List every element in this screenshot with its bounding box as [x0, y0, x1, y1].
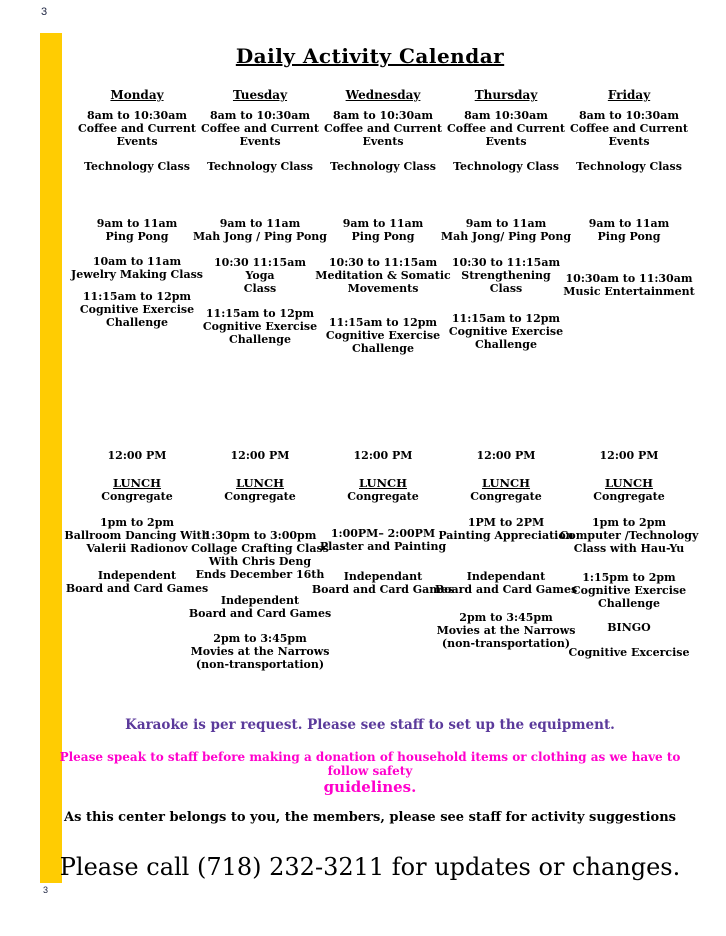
schedule-block: [108, 449, 167, 462]
schedule-line: Coffee and Current: [323, 122, 443, 135]
donation-note: [40, 751, 700, 778]
schedule-line: Cognitive Excercise: [568, 646, 690, 659]
page-title: Daily Activity Calendar: [235, 44, 505, 68]
guidelines-note: guidelines.: [323, 778, 417, 796]
schedule-line: Valerii Radionov: [86, 542, 188, 555]
schedule-line: LUNCH: [112, 476, 162, 490]
schedule-line: Cognitive Exercise: [79, 303, 195, 316]
schedule-line: 12:00 PM: [476, 449, 536, 462]
schedule-line: 10:30 to 11:15am: [328, 256, 438, 269]
schedule-line: LUNCH: [235, 476, 285, 490]
schedule-line: Coffee and Current: [569, 122, 689, 135]
schedule-line: Ends December 16th: [195, 568, 325, 581]
schedule-block: [191, 529, 329, 581]
day-column-tuesday: [188, 0, 332, 700]
schedule-block: [449, 312, 563, 351]
schedule-line: Challenge: [106, 316, 168, 329]
schedule-line: Congregate: [470, 490, 542, 503]
schedule-line: 1:00PM– 2:00PM: [330, 527, 436, 540]
schedule-line: 8am to 10:30am: [210, 109, 310, 122]
schedule-block: [441, 217, 571, 243]
schedule-block: [191, 632, 330, 671]
schedule-line: 9am to 11am: [219, 217, 301, 230]
schedule-block: [593, 490, 664, 503]
schedule-line: Congregate: [101, 490, 173, 503]
schedule-line: Coffee and Current: [200, 122, 320, 135]
schedule-line: Congregate: [224, 490, 296, 503]
schedule-line: Ballroom Dancing With: [64, 529, 210, 542]
schedule-line: Congregate: [347, 490, 419, 503]
schedule-line: Ping Pong: [351, 230, 415, 243]
schedule-line: 9am to 11am: [588, 217, 670, 230]
schedule-block: [447, 109, 565, 148]
schedule-line: Yoga: [245, 269, 275, 282]
schedule-line: Plaster and Painting: [319, 540, 447, 553]
schedule-line: Independant: [343, 570, 423, 583]
schedule-line: 9am to 11am: [465, 217, 547, 230]
schedule-line: 1pm to 2pm: [591, 516, 667, 529]
schedule-line: Technology Class: [84, 160, 190, 173]
schedule-block: [354, 449, 413, 462]
schedule-line: Challenge: [229, 333, 291, 346]
schedule-line: 1:15pm to 2pm: [582, 571, 676, 584]
schedule-line: Board and Card Games: [188, 607, 332, 620]
schedule-block: [572, 571, 686, 610]
schedule-block: [477, 449, 536, 462]
schedule-line: Board and Card Games: [65, 582, 209, 595]
donation-note-line2: follow safety: [327, 763, 413, 778]
lunch-block: [359, 477, 407, 490]
schedule-block: [207, 160, 313, 173]
schedule-line: Cognitive Exercise: [448, 325, 564, 338]
schedule-block: [343, 217, 424, 243]
day-header-wednesday: Wednesday: [345, 88, 421, 102]
schedule-block: [600, 449, 659, 462]
schedule-line: (non-transportation): [441, 637, 571, 650]
schedule-line: Jewelry Making Class: [71, 268, 203, 281]
schedule-line: Strengthening: [461, 269, 551, 282]
schedule-line: 12:00 PM: [230, 449, 290, 462]
schedule-line: 11:15am to 12pm: [451, 312, 561, 325]
schedule-line: Independent: [97, 569, 177, 582]
schedule-line: 2pm to 3:45pm: [459, 611, 553, 624]
schedule-block: [71, 255, 203, 281]
schedule-line: 11:15am to 12pm: [205, 307, 315, 320]
schedule-line: BINGO: [607, 621, 651, 634]
phone-note: Please call (718) 232-3211 for updates or changes.: [59, 853, 681, 881]
schedule-line: Independent: [220, 594, 300, 607]
schedule-line: LUNCH: [481, 476, 531, 490]
lunch-block: [482, 477, 530, 490]
schedule-line: Class with Hau-Yu: [573, 542, 685, 555]
day-header-tuesday: Tuesday: [232, 88, 288, 102]
schedule-block: [66, 569, 208, 595]
schedule-line: 1:30pm to 3:00pm: [203, 529, 317, 542]
schedule-line: Movements: [347, 282, 419, 295]
schedule-line: Mah Jong/ Ping Pong: [440, 230, 572, 243]
schedule-line: Class: [489, 282, 523, 295]
schedule-line: 10:30am to 11:30am: [565, 272, 693, 285]
schedule-line: LUNCH: [358, 476, 408, 490]
schedule-line: Movies at the Narrows: [436, 624, 576, 637]
day-header-monday: Monday: [110, 88, 164, 102]
schedule-block: [570, 109, 688, 148]
schedule-block: [589, 217, 670, 243]
day-column-friday: [559, 0, 699, 700]
schedule-line: Collage Crafting Class: [191, 542, 329, 555]
schedule-line: 1PM to 2PM: [467, 516, 545, 529]
schedule-line: Independant: [466, 570, 546, 583]
schedule-line: 12:00 PM: [107, 449, 167, 462]
schedule-line: Events: [485, 135, 527, 148]
schedule-line: Music Entertainment: [563, 285, 695, 298]
schedule-block: [437, 611, 576, 650]
schedule-block: [452, 256, 560, 295]
schedule-block: [78, 109, 196, 148]
schedule-line: 8am to 10:30am: [333, 109, 433, 122]
schedule-line: Cognitive Exercise: [325, 329, 441, 342]
schedule-block: [214, 256, 306, 295]
schedule-line: Events: [116, 135, 158, 148]
schedule-block: [201, 109, 319, 148]
schedule-line: 9am to 11am: [342, 217, 424, 230]
schedule-block: [453, 160, 559, 173]
schedule-line: Mah Jong / Ping Pong: [192, 230, 328, 243]
donation-note-line1: Please speak to staff before making a donation of household items or clothing as we have to: [59, 750, 681, 764]
schedule-block: [435, 570, 577, 596]
schedule-line: Technology Class: [330, 160, 436, 173]
schedule-block: [324, 109, 442, 148]
schedule-line: Technology Class: [576, 160, 682, 173]
day-header-thursday: Thursday: [474, 88, 538, 102]
schedule-block: [312, 570, 454, 596]
schedule-line: Events: [239, 135, 281, 148]
schedule-block: [189, 594, 331, 620]
schedule-line: LUNCH: [604, 476, 654, 490]
schedule-block: [470, 490, 541, 503]
schedule-block: [563, 272, 694, 298]
schedule-line: Computer /Technology: [559, 529, 699, 542]
schedule-line: 2pm to 3:45pm: [213, 632, 307, 645]
schedule-line: 11:15am to 12pm: [328, 316, 438, 329]
schedule-line: 8am to 10:30am: [87, 109, 187, 122]
lunch-block: [605, 477, 653, 490]
page-number-bottom: 3: [43, 885, 49, 895]
schedule-line: 11:15am to 12pm: [82, 290, 192, 303]
schedule-line: Congregate: [593, 490, 665, 503]
karaoke-note: Karaoke is per request. Please see staff to set up the equipment.: [125, 717, 615, 733]
schedule-block: [576, 160, 682, 173]
schedule-block: [97, 217, 178, 243]
schedule-line: 10am to 11am: [92, 255, 182, 268]
schedule-line: Challenge: [475, 338, 537, 351]
schedule-block: [326, 316, 440, 355]
schedule-line: 12:00 PM: [599, 449, 659, 462]
schedule-line: 8am to 10:30am: [579, 109, 679, 122]
schedule-line: Technology Class: [453, 160, 559, 173]
schedule-line: Ping Pong: [597, 230, 661, 243]
schedule-line: (non-transportation): [195, 658, 325, 671]
schedule-line: Challenge: [598, 597, 660, 610]
day-column-thursday: [434, 0, 578, 700]
schedule-line: Technology Class: [207, 160, 313, 173]
schedule-line: 12:00 PM: [353, 449, 413, 462]
day-header-friday: Friday: [607, 88, 651, 102]
schedule-block: [315, 256, 450, 295]
schedule-block: [330, 160, 436, 173]
schedule-line: Class: [243, 282, 277, 295]
schedule-block: [80, 290, 194, 329]
schedule-line: 1pm to 2pm: [99, 516, 175, 529]
schedule-block: [560, 516, 699, 555]
schedule-line: Coffee and Current: [77, 122, 197, 135]
schedule-line: 8am 10:30am: [464, 109, 548, 122]
schedule-block: [224, 490, 295, 503]
schedule-line: Cognitive Exercise: [202, 320, 318, 333]
schedule-block: [569, 646, 690, 659]
page-number-top: 3: [41, 6, 48, 18]
schedule-line: 10:30 to 11:15am: [451, 256, 561, 269]
schedule-block: [64, 516, 209, 555]
day-column-monday: [64, 0, 210, 700]
schedule-line: Challenge: [352, 342, 414, 355]
schedule-block: [438, 516, 573, 542]
schedule-block: [320, 527, 446, 553]
schedule-line: Board and Card Games: [434, 583, 578, 596]
schedule-line: 9am to 11am: [96, 217, 178, 230]
schedule-line: 10:30 11:15am: [214, 256, 306, 269]
schedule-block: [231, 449, 290, 462]
schedule-line: Events: [362, 135, 404, 148]
schedule-block: [607, 621, 650, 634]
schedule-line: Painting Appreciation: [438, 529, 574, 542]
schedule-line: Cognitive Exercise: [571, 584, 687, 597]
lunch-block: [113, 477, 161, 490]
schedule-line: Board and Card Games: [311, 583, 455, 596]
schedule-line: Ping Pong: [105, 230, 169, 243]
members-note: As this center belongs to you, the members, please see staff for activity suggestions: [64, 810, 676, 825]
schedule-line: Events: [608, 135, 650, 148]
schedule-line: With Chris Deng: [208, 555, 312, 568]
schedule-block: [347, 490, 418, 503]
lunch-block: [236, 477, 284, 490]
schedule-line: Coffee and Current: [446, 122, 566, 135]
schedule-block: [101, 490, 172, 503]
schedule-block: [84, 160, 190, 173]
schedule-line: Meditation & Somatic: [315, 269, 451, 282]
schedule-block: [203, 307, 317, 346]
schedule-line: Movies at the Narrows: [190, 645, 330, 658]
schedule-block: [193, 217, 327, 243]
